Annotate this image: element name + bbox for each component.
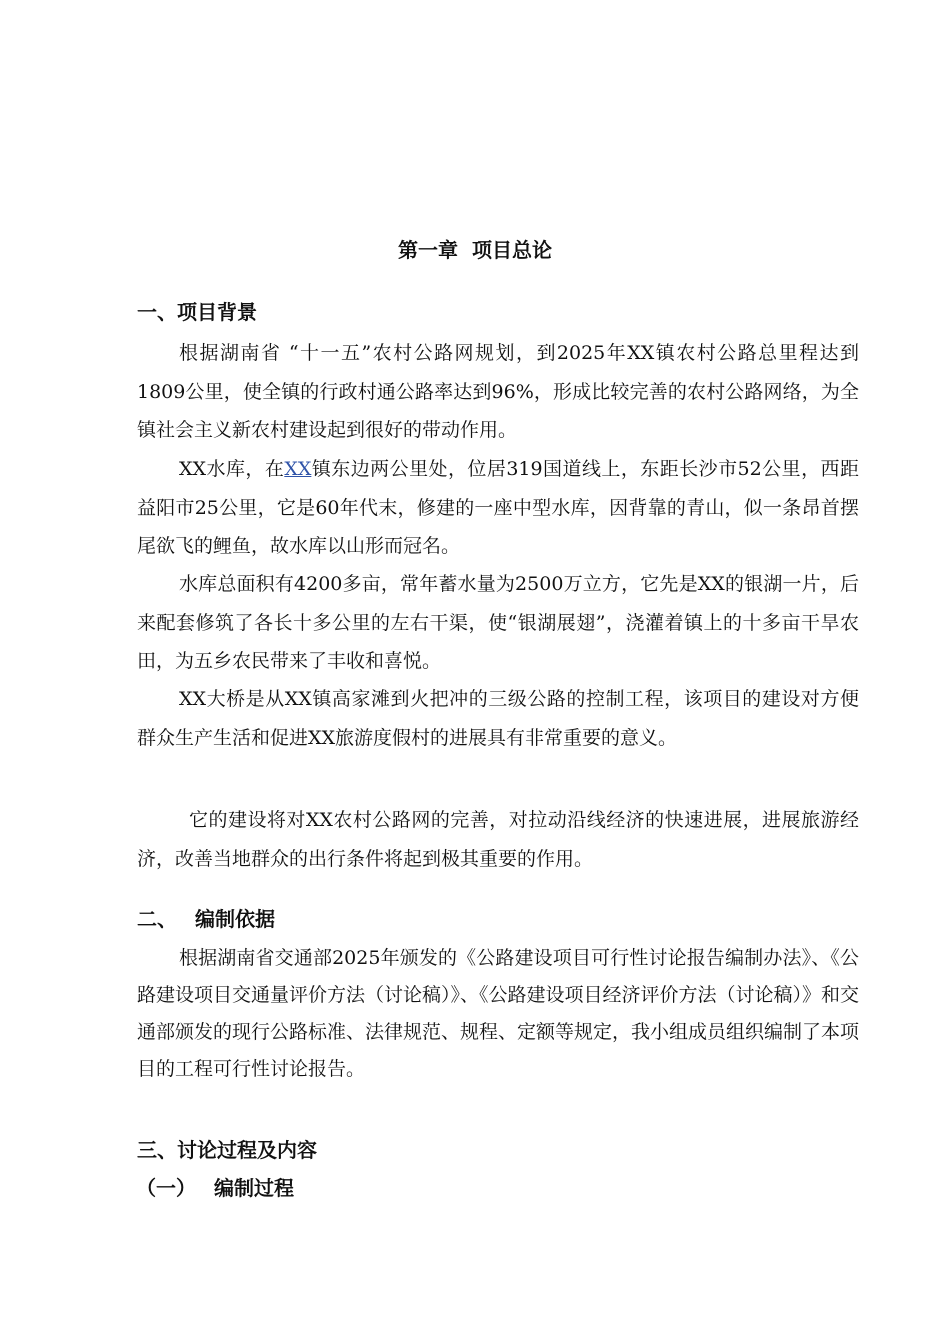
section-heading-basis: [137, 905, 275, 933]
section-heading-process: 三、讨论过程及内容: [137, 1138, 317, 1162]
chapter-name: 项目总论: [472, 238, 552, 262]
subsection-heading-process: [136, 1174, 294, 1202]
paragraph-significance: 它的建设将对XX农村公路网的完善，对拉动沿线经济的快速进展，进展旅游经济，改善当地群众的出行条件将起到极其重要的作用。: [137, 809, 859, 870]
town-link[interactable]: XX: [284, 458, 312, 480]
paragraph-bridge: XX大桥是从XX镇高家滩到火把冲的三级公路的控制工程，该项目的建设对方便群众生产生活和促进XX旅游度假村的进展具有非常重要的意义。: [137, 688, 859, 749]
section-number: 二、: [137, 907, 177, 931]
paragraph-reservoir-area: 水库总面积有4200多亩，常年蓄水量为2500万立方，它先是XX的银湖一片，后来配套修筑了各长十多公里的左右干渠，使“银湖展翅”，浇灌着镇上的十多亩干旱农田，为五乡农民带来了丰收和喜悦。: [137, 573, 859, 672]
paragraph-planning: 根据湖南省 “十一五”农村公路网规划，到2025年XX镇农村公路总里程达到1809公里，使全镇的行政村通公路率达到96%，形成比较完善的农村公路网络，为全镇社会主义新农村建设起到很好的带动作用。: [137, 342, 859, 441]
subsection-title: 编制过程: [214, 1176, 294, 1200]
section-title: 编制依据: [195, 907, 275, 931]
chapter-title: [0, 236, 950, 264]
paragraph-reservoir-text-a: XX水库，在: [179, 458, 285, 480]
chapter-number: 第一章: [398, 238, 458, 262]
section-heading-background: 一、项目背景: [137, 300, 257, 324]
paragraph-reservoir-location: [137, 450, 859, 566]
subsection-number: （一）: [136, 1176, 196, 1200]
paragraph-basis: 根据湖南省交通部2025年颁发的《公路建设项目可行性讨论报告编制办法》、《公路建设项目交通量评价方法（讨论稿）》、《公路建设项目经济评价方法（讨论稿）》和交通部颁发的现行公路标准、法律规范、规程、定额等规定，我小组成员组织编制了本项目的工程可行性讨论报告。: [137, 947, 860, 1080]
paragraph-reservoir-text-b: 镇东边两公里处，位居319国道线上，东距长沙市52公里，西距益阳市25公里，它是60年代末，修建的一座中型水库，因背靠的青山，似一条昂首摆尾欲飞的鲤鱼，故水库以山形而冠名。: [137, 458, 859, 557]
